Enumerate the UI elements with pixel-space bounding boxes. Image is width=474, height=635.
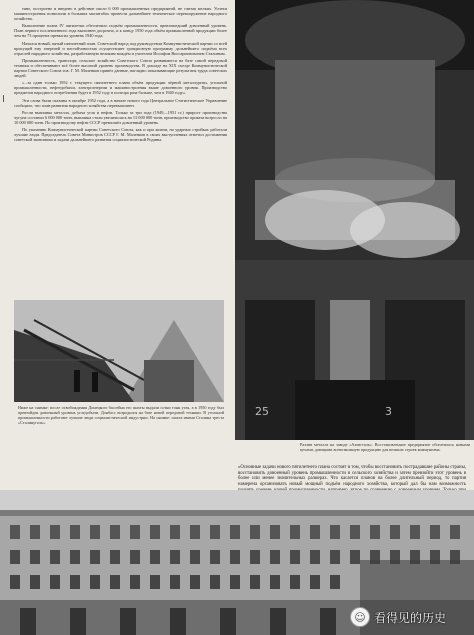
svg-text:3: 3: [385, 405, 392, 418]
svg-text:25: 25: [255, 405, 269, 418]
body-paragraph: Росли выплавка металла, добыча угля и нефти. Только за три года (1949—1951 гг.) прирост производства чугуна составил 6 000 000 тонн, выплавка стали увеличилась на 13 000 000 тонн, производство проката возросло на 10 000 000 тонн. По производству нефти СССР превзошёл довоенный уровень.: [14, 109, 227, 126]
body-paragraph: тяно, построено и введено в действие около 6 000 промышленных предприятий, не считая мелких. Успехи машиностроения позволили в больших масштабах провести дальнейшее техническое перевооружение народного хозяйства.: [14, 6, 227, 22]
coal-mine-caption: Ниже на снимке: после освобождения Донецкого бассейна его шахты выдали сотни тонн угля, а в 1950 году был превзойден довоенный уровень угледобычи. Донбасс возродился на базе новой передовой техники. В угольной промышленности работают лучшие люди социалистической индустрии. На снимке: шахта имени Сталина треста «Сталинуголь».: [18, 405, 224, 425]
stalin-quote: «Основные задачи нового пятилетнего плана состоят в том, чтобы восстановить пострадавшие районы страны, восстановить довоенный уровень промышленности и сельского хозяйства и затем превзойти этот уровень в более или менее значительных размерах. Что касается планов на более длительный период, то партия намерена организовать новый мощный подъём народного хозяйства, который дал бы нам возможность: [238, 465, 466, 488]
margin-mark: [3, 95, 8, 102]
steel-ladle-illustration: [235, 0, 474, 440]
coal-mine-illustration: [14, 300, 224, 402]
body-paragraph: «...за один только 1952 г. текущего пятилетнего плана объём продукции чёрной металлургии, угольной промышленности, нефтедобычи, электроэнергии и машиностроения выше довоенного уровня. Производство предметов народного потребления будет в 1952 году в полтора раза больше, чем в 1940 году».: [14, 80, 227, 96]
body-paragraph: Выполнение плана IV пятилетки обеспечило подъём промышленности, превзошедший довоенный уровень. План первого послевоенного года выполнен досрочно, и к концу 1950 года объём промышленной продукции более чем на 73 процента превысил уровень 1940 года.: [14, 23, 227, 39]
watermark-text: 看得见的历史: [374, 610, 447, 625]
body-paragraph: По указанию Коммунистической партии Советского Союза, как и при жизни, на ударных стройках работали лучшие люди. Председатель Совета Министров СССР Г. М. Маленков в своих выступлениях отметил достижения советской экономики и задачи дальнейшего развития социалистической Родины.: [14, 127, 227, 143]
steel-ladle-photo: [235, 0, 474, 440]
body-paragraph: Промышленность, транспорт, сельское хозяйство Советского Союза развиваются на базе самой передовой техники и обеспечивают всё более высокий уровень производства. В докладе на XIX съезде Коммунистической партии Советского Союза тов. Г. М. Маленков привёл данные, наглядно показывающие результаты труда советских людей.: [14, 57, 227, 79]
body-paragraph: Начался новый, пятый пятилетний план. Советский народ под руководством Коммунистической партии со всей присущей ему энергией и настойчивостью осуществляет грандиозную программу дальнейшего подъёма всех отраслей народного хозяйства, разработанную великим вождём и учителем Иосифом Виссарионовичем Сталиным.: [14, 40, 227, 56]
body-paragraph: Эти слова были сказаны в октябре 1952 года, а в начале нового года Центральное Статистическое Управление сообщило, что план развития народного хозяйства перевыполнен.: [14, 97, 227, 108]
coal-mine-photo: [14, 300, 224, 402]
wechat-icon: ☺: [350, 607, 370, 627]
watermark-badge: [350, 606, 446, 628]
ladle-caption: Разлив металла на заводе «Азовсталь». Восстановленное предприятие обогатилось новыми цехами, дающими всевозможную продукцию для великих строек коммунизма.: [300, 442, 470, 452]
body-text-column: [14, 6, 227, 145]
